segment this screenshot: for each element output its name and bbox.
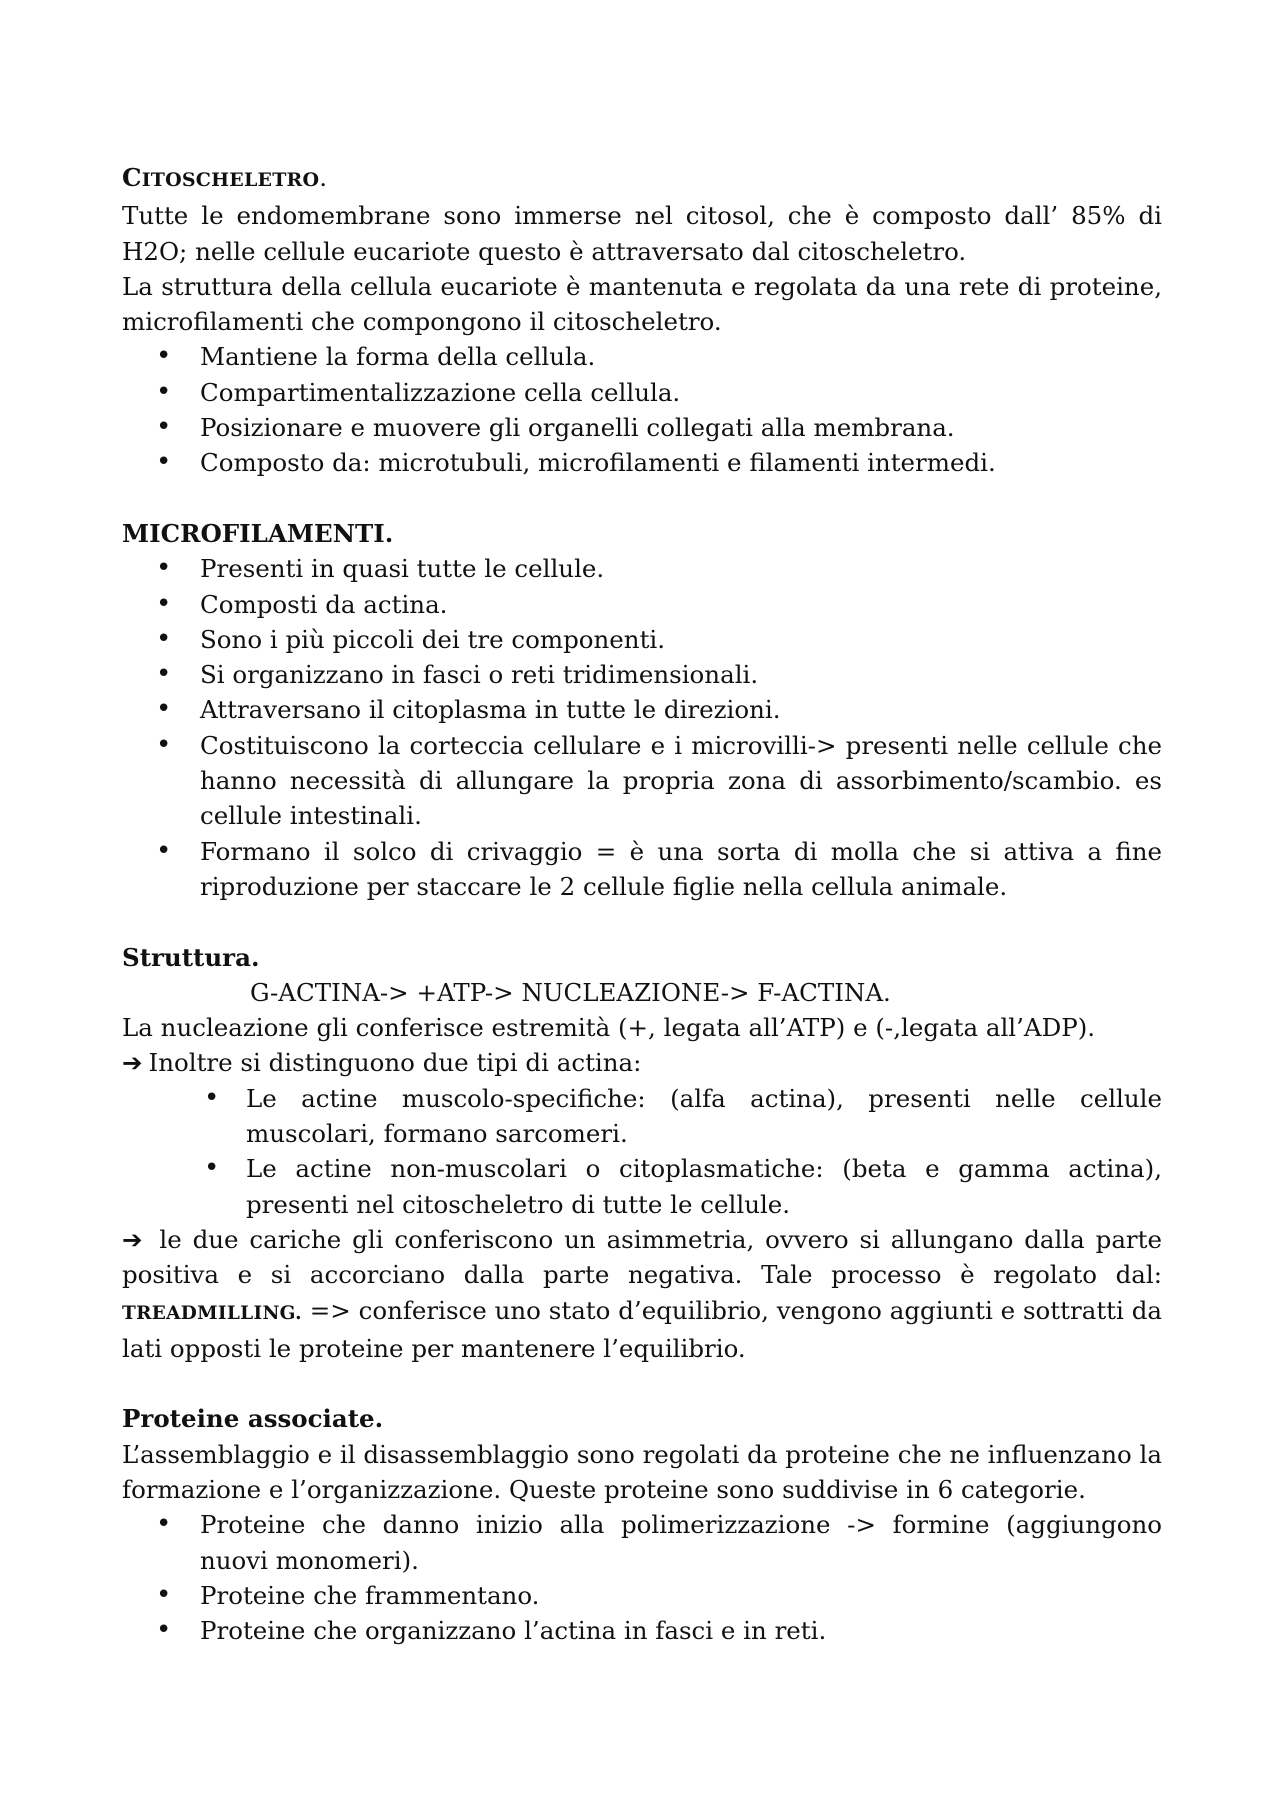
list-item: • Le actine muscolo-specifiche: (alfa actina), presenti nelle cellule muscolari, formano sarcomeri. (122, 1081, 1162, 1152)
heading-rest: ITOSCHELETRO (141, 169, 320, 191)
arrow-icon: ➔ (122, 1224, 143, 1254)
list-item: • Costituiscono la corteccia cellulare e i microvilli-> presenti nelle cellule che hanno necessità di allungare la propria zona di assorbimento/scambio. es cellule intestinali. (122, 728, 1162, 834)
list-item: • Mantiene la forma della cellula. (122, 339, 1162, 374)
spacer (122, 904, 1162, 939)
list-item: • Formano il solco di crivaggio = è una sorta di molla che si attiva a fine riproduzione per staccare le 2 cellule figlie nella cellula animale. (122, 834, 1162, 905)
treadmilling-term: TREADMILLING. (122, 1302, 302, 1324)
bullet-list (122, 551, 1162, 904)
list-item: • Proteine che organizzano l’actina in fasci e in reti. (122, 1613, 1162, 1648)
heading-struttura: Struttura. (122, 942, 260, 972)
list-item: • Si organizzano in fasci o reti tridimensionali. (122, 657, 1162, 692)
list-item: • Composto da: microtubuli, microfilamenti e filamenti intermedi. (122, 445, 1162, 480)
spacer (122, 481, 1162, 516)
list-item: • Composti da actina. (122, 587, 1162, 622)
paragraph: L’assemblaggio e il disassemblaggio sono regolati da proteine che ne influenzano la formazione e l’organizzazione. Queste proteine sono suddivise in 6 categorie. (122, 1439, 1162, 1504)
spacer (122, 1366, 1162, 1401)
list-item: • Posizionare e muovere gli organelli collegati alla membrana. (122, 410, 1162, 445)
list-item: • Proteine che frammentano. (122, 1578, 1162, 1613)
list-item: • Le actine non-muscolari o citoplasmatiche: (beta e gamma actina), presenti nel citoscheletro di tutte le cellule. (122, 1151, 1162, 1222)
paragraph: La struttura della cellula eucariote è mantenuta e regolata da una rete di proteine, microfilamenti che compongono il citoscheletro. (122, 271, 1162, 337)
heading-initial: C (122, 163, 142, 192)
bullet-list (122, 1507, 1162, 1648)
heading-proteine-associate: Proteine associate. (122, 1404, 384, 1434)
document-page (122, 160, 1162, 1648)
sub-bullet-list (122, 1081, 1162, 1222)
arrow-text: Inoltre si distinguono due tipi di actina: (148, 1048, 642, 1078)
arrow-paragraph (122, 1222, 1162, 1366)
formula-line: G-ACTINA-> +ATP-> NUCLEAZIONE-> F-ACTINA. (250, 977, 891, 1007)
arrow-paragraph (122, 1045, 1162, 1080)
paragraph: Tutte le endomembrane sono immerse nel citosol, che è composto dall’ 85% di H2O; nelle cellule eucariote questo è attraversato dal citoscheletro. (122, 201, 1162, 266)
heading-citoscheletro (122, 160, 1162, 198)
paragraph: La nucleazione gli conferisce estremità (+, legata all’ATP) e (-,legata all’ADP). (122, 1013, 1096, 1043)
list-item: • Attraversano il citoplasma in tutte le direzioni. (122, 692, 1162, 727)
heading-microfilamenti: MICROFILAMENTI. (122, 518, 394, 548)
arrow-text-rest: => conferisce uno stato d’equilibrio, vengono aggiunti e sottratti da lati opposti le proteine per mantenere l’equilibrio. (122, 1295, 1162, 1363)
arrow-icon: ➔ (122, 1048, 143, 1078)
heading-dot: . (319, 163, 328, 192)
list-item: • Proteine che danno inizio alla polimerizzazione -> formine (aggiungono nuovi monomeri). (122, 1507, 1162, 1578)
list-item: • Presenti in quasi tutte le cellule. (122, 551, 1162, 586)
list-item: • Sono i più piccoli dei tre componenti. (122, 622, 1162, 657)
list-item: • Compartimentalizzazione cella cellula. (122, 375, 1162, 410)
bullet-list (122, 339, 1162, 480)
arrow-text: le due cariche gli conferiscono un asimmetria, ovvero si allungano dalla parte positiva e si accorciano dalla parte negativa. Tale processo è regolato dal: (122, 1224, 1162, 1290)
